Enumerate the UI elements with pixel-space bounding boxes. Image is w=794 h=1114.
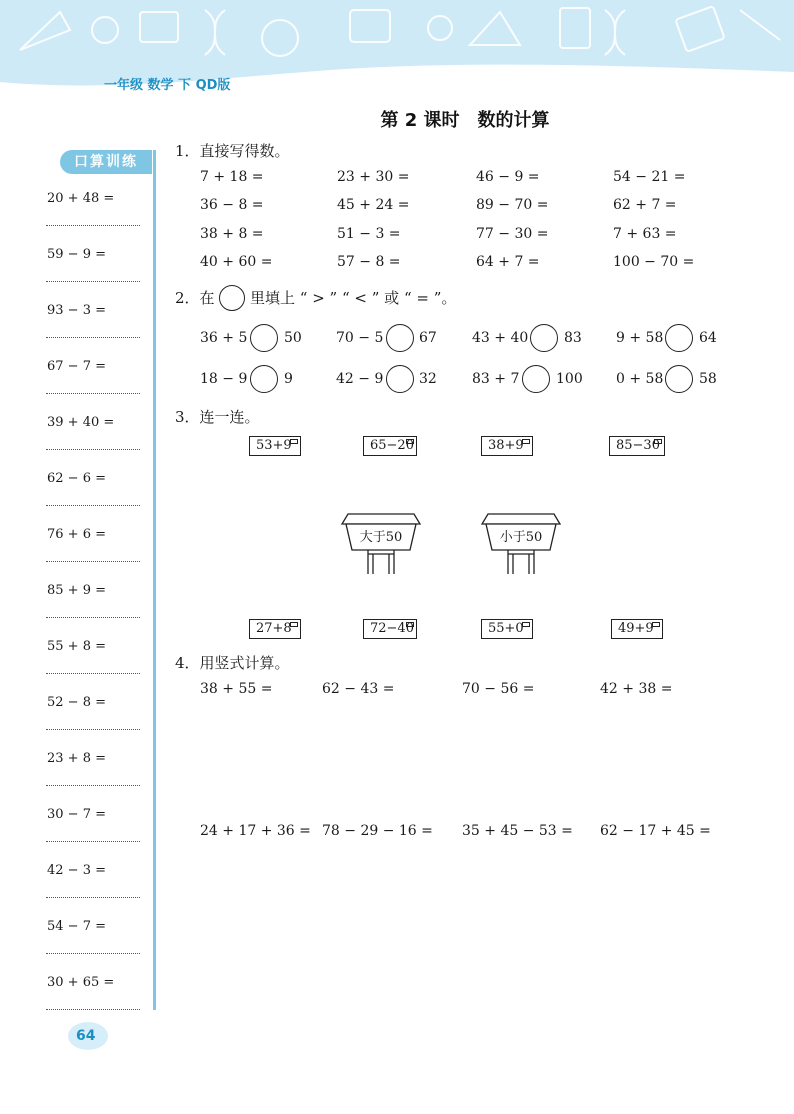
number-card[interactable] bbox=[249, 619, 301, 639]
sidebar-item: 54 − 7 = bbox=[47, 919, 106, 934]
page-number: 64 bbox=[76, 1028, 96, 1044]
question-4-title: 4．用竖式计算。 bbox=[175, 654, 290, 672]
card-stamp-icon bbox=[290, 439, 298, 444]
compare-left: 9 + 58 bbox=[616, 330, 664, 346]
answer-circle[interactable] bbox=[250, 365, 278, 393]
sidebar-item: 76 + 6 = bbox=[47, 527, 106, 542]
mailbox-label: 大于50 bbox=[359, 530, 403, 545]
question-2-title-prefix: 2．在 bbox=[175, 289, 215, 307]
answer-circle[interactable] bbox=[386, 324, 414, 352]
expression: 40 + 60 = bbox=[200, 254, 273, 270]
card-label: 27+8 bbox=[256, 621, 292, 636]
expression: 78 − 29 − 16 = bbox=[322, 823, 433, 839]
expression: 7 + 63 = bbox=[613, 226, 677, 242]
mailbox-label: 小于50 bbox=[499, 530, 543, 545]
question-2-title-suffix: 里填上 “ > ” “ < ” 或 “ = ”。 bbox=[250, 289, 457, 307]
sidebar-divider bbox=[153, 150, 156, 1010]
expression: 35 + 45 − 53 = bbox=[462, 823, 573, 839]
compare-right: 32 bbox=[419, 371, 437, 387]
card-label: 38+9 bbox=[488, 438, 524, 453]
expression: 62 − 17 + 45 = bbox=[600, 823, 711, 839]
number-card[interactable] bbox=[363, 436, 417, 456]
answer-line bbox=[46, 561, 140, 562]
card-label: 65−20 bbox=[370, 438, 414, 453]
sidebar-item: 30 + 65 = bbox=[47, 975, 115, 990]
sidebar-item: 93 − 3 = bbox=[47, 303, 106, 318]
card-label: 49+9 bbox=[618, 621, 654, 636]
sidebar-item: 85 + 9 = bbox=[47, 583, 106, 598]
compare-right: 50 bbox=[284, 330, 302, 346]
answer-circle[interactable] bbox=[665, 365, 693, 393]
expression: 51 − 3 = bbox=[337, 226, 401, 242]
number-card[interactable] bbox=[249, 436, 301, 456]
sidebar-tab: 口算训练 bbox=[60, 150, 152, 174]
compare-left: 0 + 58 bbox=[616, 371, 664, 387]
sidebar-item: 20 + 48 = bbox=[47, 191, 115, 206]
sidebar-item: 52 − 8 = bbox=[47, 695, 106, 710]
answer-line bbox=[46, 673, 140, 674]
answer-circle[interactable] bbox=[250, 324, 278, 352]
number-card[interactable] bbox=[611, 619, 663, 639]
expression: 45 + 24 = bbox=[337, 197, 410, 213]
card-stamp-icon bbox=[290, 622, 298, 627]
card-stamp-icon bbox=[522, 439, 530, 444]
mailbox-greater[interactable] bbox=[340, 512, 422, 576]
card-stamp-icon bbox=[654, 439, 662, 444]
expression: 46 − 9 = bbox=[476, 169, 540, 185]
sidebar-item: 62 − 6 = bbox=[47, 471, 106, 486]
compare-left: 18 − 9 bbox=[200, 371, 248, 387]
answer-circle[interactable] bbox=[530, 324, 558, 352]
sidebar-item: 39 + 40 = bbox=[47, 415, 115, 430]
sidebar-item: 59 − 9 = bbox=[47, 247, 106, 262]
expression: 89 − 70 = bbox=[476, 197, 549, 213]
answer-line bbox=[46, 337, 140, 338]
grade-label: 一年级 数学 下 QD版 bbox=[104, 78, 231, 93]
answer-circle[interactable] bbox=[386, 365, 414, 393]
compare-right: 64 bbox=[699, 330, 717, 346]
card-label: 85−30 bbox=[616, 438, 660, 453]
answer-line bbox=[46, 449, 140, 450]
compare-left: 70 − 5 bbox=[336, 330, 384, 346]
question-1-title: 1．直接写得数。 bbox=[175, 142, 290, 160]
number-card[interactable] bbox=[481, 436, 533, 456]
compare-right: 58 bbox=[699, 371, 717, 387]
expression: 62 + 7 = bbox=[613, 197, 677, 213]
sidebar-item: 42 − 3 = bbox=[47, 863, 106, 878]
mailbox-less[interactable] bbox=[480, 512, 562, 576]
sidebar-item: 30 − 7 = bbox=[47, 807, 106, 822]
card-label: 53+9 bbox=[256, 438, 292, 453]
answer-line bbox=[46, 953, 140, 954]
answer-line bbox=[46, 729, 140, 730]
answer-circle[interactable] bbox=[522, 365, 550, 393]
expression: 100 − 70 = bbox=[613, 254, 695, 270]
answer-line bbox=[46, 505, 140, 506]
answer-line bbox=[46, 785, 140, 786]
compare-circle-icon bbox=[219, 285, 245, 311]
expression: 36 − 8 = bbox=[200, 197, 264, 213]
answer-line bbox=[46, 1009, 140, 1010]
compare-left: 36 + 5 bbox=[200, 330, 248, 346]
expression: 57 − 8 = bbox=[337, 254, 401, 270]
answer-line bbox=[46, 617, 140, 618]
answer-line bbox=[46, 841, 140, 842]
answer-line bbox=[46, 225, 140, 226]
answer-line bbox=[46, 281, 140, 282]
expression: 62 − 43 = bbox=[322, 681, 395, 697]
card-label: 55+0 bbox=[488, 621, 524, 636]
expression: 7 + 18 = bbox=[200, 169, 264, 185]
question-3-title: 3．连一连。 bbox=[175, 408, 260, 426]
sidebar-item: 67 − 7 = bbox=[47, 359, 106, 374]
expression: 24 + 17 + 36 = bbox=[200, 823, 311, 839]
card-stamp-icon bbox=[652, 622, 660, 627]
expression: 70 − 56 = bbox=[462, 681, 535, 697]
expression: 23 + 30 = bbox=[337, 169, 410, 185]
number-card[interactable] bbox=[481, 619, 533, 639]
expression: 38 + 8 = bbox=[200, 226, 264, 242]
expression: 54 − 21 = bbox=[613, 169, 686, 185]
number-card[interactable] bbox=[609, 436, 665, 456]
answer-circle[interactable] bbox=[665, 324, 693, 352]
card-stamp-icon bbox=[406, 439, 414, 444]
expression: 77 − 30 = bbox=[476, 226, 549, 242]
compare-right: 67 bbox=[419, 330, 437, 346]
card-stamp-icon bbox=[522, 622, 530, 627]
compare-right: 100 bbox=[556, 371, 583, 387]
compare-left: 43 + 40 bbox=[472, 330, 529, 346]
lesson-title: 第 2 课时 数的计算 bbox=[380, 110, 550, 131]
card-stamp-icon bbox=[406, 622, 414, 627]
number-card[interactable] bbox=[363, 619, 417, 639]
compare-right: 9 bbox=[284, 371, 293, 387]
sidebar-item: 23 + 8 = bbox=[47, 751, 106, 766]
compare-left: 83 + 7 bbox=[472, 371, 520, 387]
expression: 38 + 55 = bbox=[200, 681, 273, 697]
sidebar-item: 55 + 8 = bbox=[47, 639, 106, 654]
card-label: 72−40 bbox=[370, 621, 414, 636]
answer-line bbox=[46, 393, 140, 394]
answer-line bbox=[46, 897, 140, 898]
compare-right: 83 bbox=[564, 330, 582, 346]
expression: 42 + 38 = bbox=[600, 681, 673, 697]
expression: 64 + 7 = bbox=[476, 254, 540, 270]
compare-left: 42 − 9 bbox=[336, 371, 384, 387]
